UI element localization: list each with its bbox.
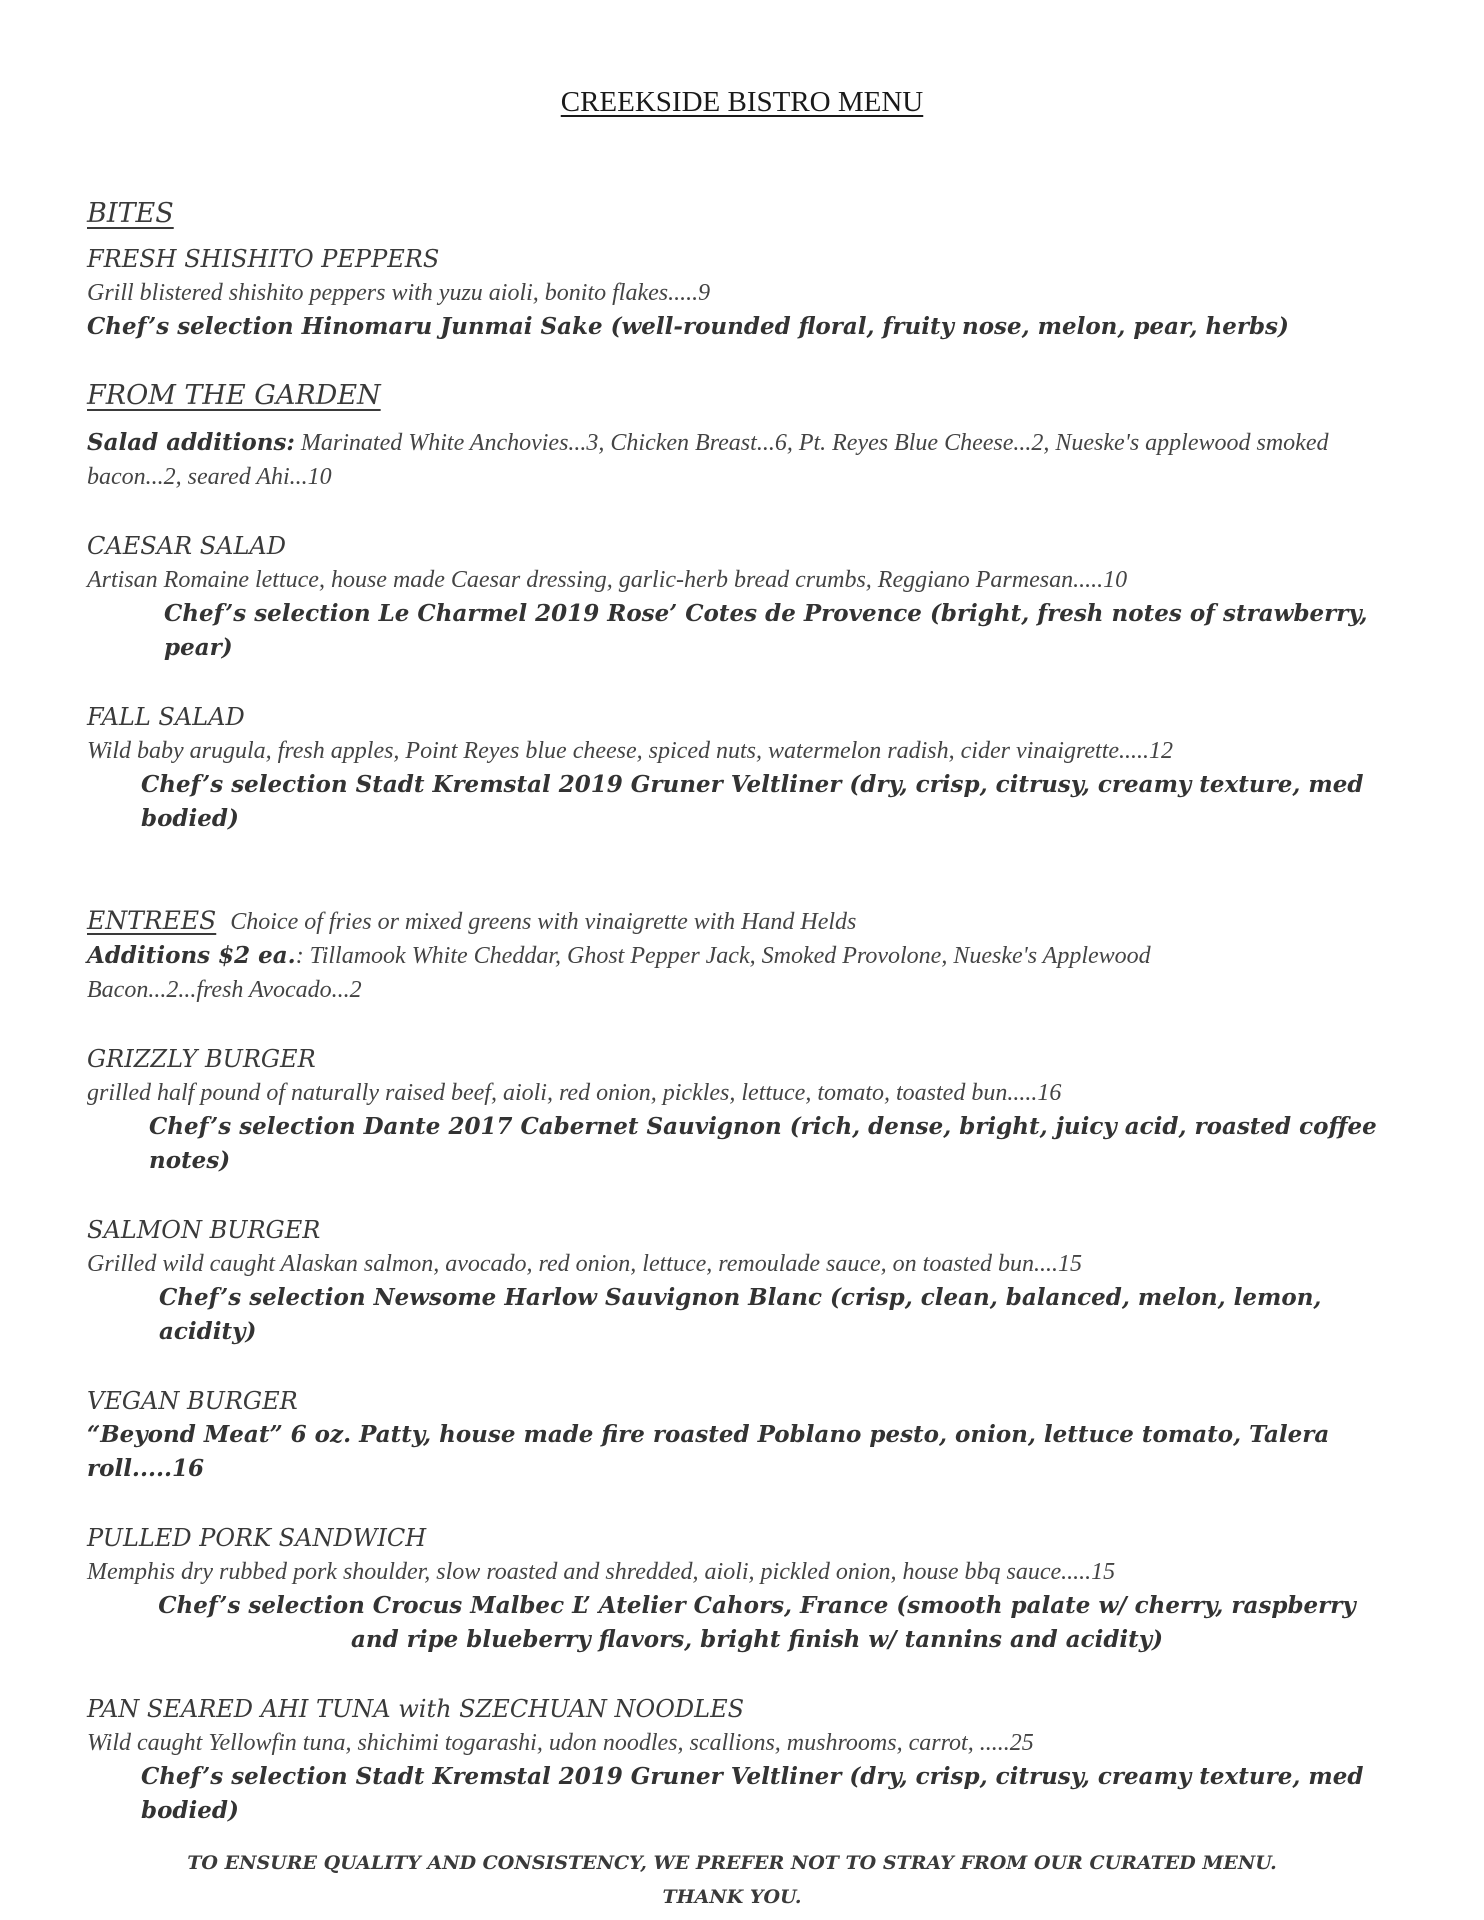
menu-item-shishito (87, 242, 1377, 344)
wine-pairing: Chef’s selection Dante 2017 Cabernet Sauvignon (rich, dense, bright, juicy acid, roasted coffee notes) (149, 1113, 1377, 1174)
salad-additions-label: Salad additions: (87, 429, 295, 456)
salad-additions (87, 426, 1377, 494)
footer-policy: TO ENSURE QUALITY AND CONSISTENCY, WE PREFER NOT TO STRAY FROM OUR CURATED MENU. (187, 1852, 1277, 1874)
wine-pairing: Chef’s selection Stadt Kremstal 2019 Gruner Veltliner (dry, crisp, citrusy, creamy texture, med bodied) (141, 1763, 1364, 1824)
section-bites (87, 196, 1377, 344)
item-name: FALL SALAD (87, 703, 245, 731)
item-description: grilled half pound of naturally raised beef, aioli, red onion, pickles, lettuce, tomato, toasted bun.....16 (87, 1080, 1062, 1106)
menu-content (87, 196, 1377, 1912)
item-name: FRESH SHISHITO PEPPERS (87, 245, 440, 273)
entrees-header-line (87, 904, 1377, 939)
item-description: Wild baby arugula, fresh apples, Point Reyes blue cheese, spiced nuts, watermelon radish, cider vinaigrette.....12 (87, 738, 1174, 764)
menu-item-ahi-tuna (87, 1692, 1377, 1828)
item-description: Wild caught Yellowfin tuna, shichimi togarashi, udon noodles, scallions, mushrooms, carrot, .....25 (87, 1730, 1034, 1756)
item-description: Grill blistered shishito peppers with yuzu aioli, bonito flakes.....9 (87, 280, 711, 306)
entree-additions-text: : Tillamook White Cheddar, Ghost Pepper Jack, Smoked Provolone, Nueske's Applewood Bacon...2...fresh Avocado...2 (87, 943, 1151, 1003)
section-entrees (87, 904, 1377, 1828)
wine-pairing: Chef’s selection Crocus Malbec L’ Atelier Cahors, France (smooth palate w/ cherry, raspberry and ripe blueberry flavors, bright finish w/ tannins and acidity) (158, 1592, 1356, 1653)
entree-additions-label: Additions $2 ea. (87, 942, 296, 969)
item-description: “Beyond Meat” 6 oz. Patty, house made fire roasted Poblano pesto, onion, lettuce tomato, Talera roll.....16 (87, 1421, 1330, 1482)
item-name: GRIZZLY BURGER (87, 1045, 316, 1073)
wine-pairing: Chef’s selection Hinomaru Junmai Sake (well-rounded floral, fruity nose, melon, pear, herbs) (87, 313, 1289, 340)
wine-pairing: Chef’s selection Stadt Kremstal 2019 Gruner Veltliner (dry, crisp, citrusy, creamy texture, med bodied) (141, 771, 1364, 832)
menu-item-grizzly-burger (87, 1042, 1377, 1178)
menu-item-caesar-salad (87, 529, 1377, 665)
section-garden (87, 378, 1377, 836)
section-heading-garden: FROM THE GARDEN (87, 380, 381, 411)
item-name: VEGAN BURGER (87, 1387, 298, 1415)
section-heading-bites: BITES (87, 198, 174, 229)
entrees-note: Choice of fries or mixed greens with vinaigrette with Hand Helds (230, 909, 857, 935)
wine-pairing: Chef’s selection Le Charmel 2019 Rose’ Cotes de Provence (bright, fresh notes of strawberry, pear) (164, 600, 1368, 661)
section-heading-entrees: ENTREES (87, 906, 217, 935)
item-name: CAESAR SALAD (87, 532, 286, 560)
menu-footer (87, 1848, 1377, 1912)
entree-additions (87, 939, 1247, 1007)
item-description: Grilled wild caught Alaskan salmon, avocado, red onion, lettuce, remoulade sauce, on toasted bun....15 (87, 1251, 1082, 1277)
menu-item-pulled-pork (87, 1521, 1377, 1657)
item-name: PAN SEARED AHI TUNA with SZECHUAN NOODLES (87, 1695, 745, 1723)
item-name: SALMON BURGER (87, 1216, 321, 1244)
menu-item-vegan-burger (87, 1384, 1377, 1486)
item-name: PULLED PORK SANDWICH (87, 1524, 427, 1552)
wine-pairing: Chef’s selection Newsome Harlow Sauvignon Blanc (crisp, clean, balanced, melon, lemon, acidity) (159, 1284, 1322, 1345)
item-description: Artisan Romaine lettuce, house made Caesar dressing, garlic-herb bread crumbs, Reggiano Parmesan.....10 (87, 567, 1128, 593)
menu-title: CREEKSIDE BISTRO MENU (560, 86, 924, 118)
salad-additions-text: Marinated White Anchovies...3, Chicken Breast...6, Pt. Reyes Blue Cheese...2, Nueske's applewood smoked bacon...2, seared Ahi...10 (87, 430, 1329, 490)
item-description: Memphis dry rubbed pork shoulder, slow roasted and shredded, aioli, pickled onion, house bbq sauce.....15 (87, 1559, 1116, 1585)
footer-thanks: THANK YOU. (662, 1886, 802, 1908)
menu-item-salmon-burger (87, 1213, 1377, 1349)
menu-item-fall-salad (87, 700, 1377, 836)
